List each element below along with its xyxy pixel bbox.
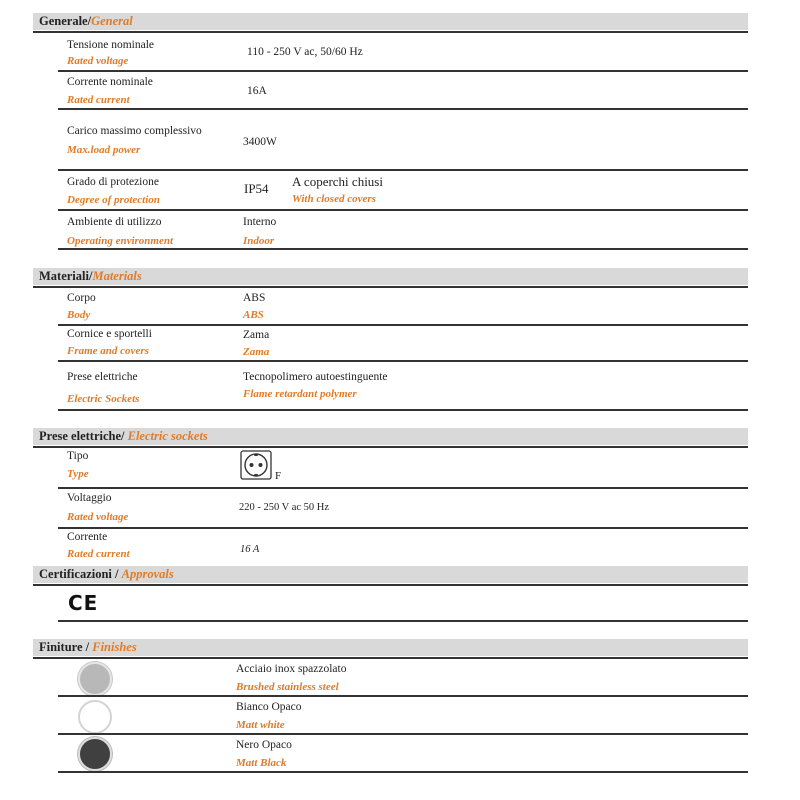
divider [33, 584, 748, 586]
divider [58, 487, 748, 489]
finish-swatch-steel [78, 662, 112, 696]
finish-name-en: Matt Black [236, 757, 287, 769]
spec-value-en: Flame retardant polymer [243, 388, 357, 400]
schuko-socket-icon [240, 450, 272, 480]
section-title-it: Certificazioni / [39, 567, 122, 581]
spec-value-en: Indoor [243, 235, 275, 247]
spec-value: 16 A [240, 544, 260, 555]
divider [58, 248, 748, 250]
section-header-sockets [33, 428, 748, 445]
section-title-en: Electric sockets [127, 429, 208, 443]
ce-mark-icon: CE [68, 591, 99, 615]
spec-value-en: ABS [243, 309, 264, 321]
section-header-approvals [33, 566, 748, 583]
spec-label-it: Cornice e sportelli [67, 328, 152, 340]
divider [58, 169, 748, 171]
spec-label-it: Tensione nominale [67, 39, 155, 51]
section-title-en: Materials [92, 269, 142, 283]
section-title-en: General [91, 14, 133, 28]
spec-note-it: A coperchi chiusi [292, 174, 383, 189]
spec-note-en: With closed covers [292, 193, 376, 205]
section-header-general [33, 13, 748, 30]
spec-value-it: ABS [243, 292, 266, 304]
spec-label-en: Rated current [67, 94, 130, 106]
divider [58, 70, 748, 72]
spec-value-it: Zama [243, 329, 270, 341]
finish-name-en: Matt white [236, 719, 285, 731]
section-title-it: Finiture / [39, 640, 93, 654]
finish-swatch-black [78, 737, 112, 771]
spec-label-en: Rated current [67, 548, 130, 560]
spec-value-it: Interno [243, 216, 277, 228]
spec-label-it: Corrente [67, 531, 108, 543]
spec-label-en: Rated voltage [67, 511, 129, 523]
spec-label-en: Frame and covers [67, 345, 149, 357]
divider [33, 31, 748, 33]
divider [58, 771, 748, 773]
divider [33, 657, 748, 659]
socket-type-value: F [275, 470, 282, 482]
divider [58, 527, 748, 529]
divider [33, 446, 748, 448]
section-title-it: Prese elettriche/ [39, 429, 128, 443]
section-header-materials [33, 268, 748, 285]
section-title-en: Finishes [92, 640, 137, 654]
finish-name-it: Nero Opaco [236, 739, 292, 751]
finish-swatch-white [78, 700, 112, 734]
finish-name-en: Brushed stainless steel [236, 681, 339, 693]
spec-label-it: Ambiente di utilizzo [67, 216, 162, 228]
spec-value: 16A [247, 85, 267, 97]
spec-value-it: Tecnopolimero autoestinguente [243, 371, 388, 383]
divider [58, 733, 748, 735]
spec-label-en: Body [67, 309, 91, 321]
spec-label-en: Type [67, 468, 89, 480]
spec-label-it: Grado di protezione [67, 176, 159, 188]
spec-value: IP54 [244, 181, 269, 196]
spec-label-it: Voltaggio [67, 492, 112, 504]
divider [58, 108, 748, 110]
spec-label-en: Degree of protection [67, 194, 160, 206]
section-header-finishes [33, 639, 748, 656]
spec-label-en: Operating environment [67, 235, 174, 247]
spec-value: 110 - 250 V ac, 50/60 Hz [247, 46, 363, 58]
spec-label-it: Carico massimo complessivo [67, 125, 202, 137]
section-title-it: Generale/ [39, 14, 92, 28]
spec-label-en: Electric Sockets [67, 393, 140, 405]
divider [33, 286, 748, 288]
spec-label-en: Max.load power [67, 144, 141, 156]
spec-value: 3400W [243, 136, 277, 148]
spec-value: 220 - 250 V ac 50 Hz [239, 502, 330, 513]
spec-label-it: Corpo [67, 292, 96, 304]
spec-value-en: Zama [243, 346, 270, 358]
divider [58, 695, 748, 697]
finish-name-it: Acciaio inox spazzolato [236, 663, 347, 675]
divider [58, 209, 748, 211]
spec-label-it: Corrente nominale [67, 76, 153, 88]
spec-label-it: Prese elettriche [67, 371, 138, 383]
spec-label-en: Rated voltage [67, 55, 129, 67]
finish-name-it: Bianco Opaco [236, 701, 302, 713]
spec-label-it: Tipo [67, 450, 89, 462]
divider [58, 409, 748, 411]
section-title-en: Approvals [121, 567, 174, 581]
divider [58, 324, 748, 326]
section-title-it: Materiali/ [39, 269, 93, 283]
divider [58, 620, 748, 622]
divider [58, 360, 748, 362]
